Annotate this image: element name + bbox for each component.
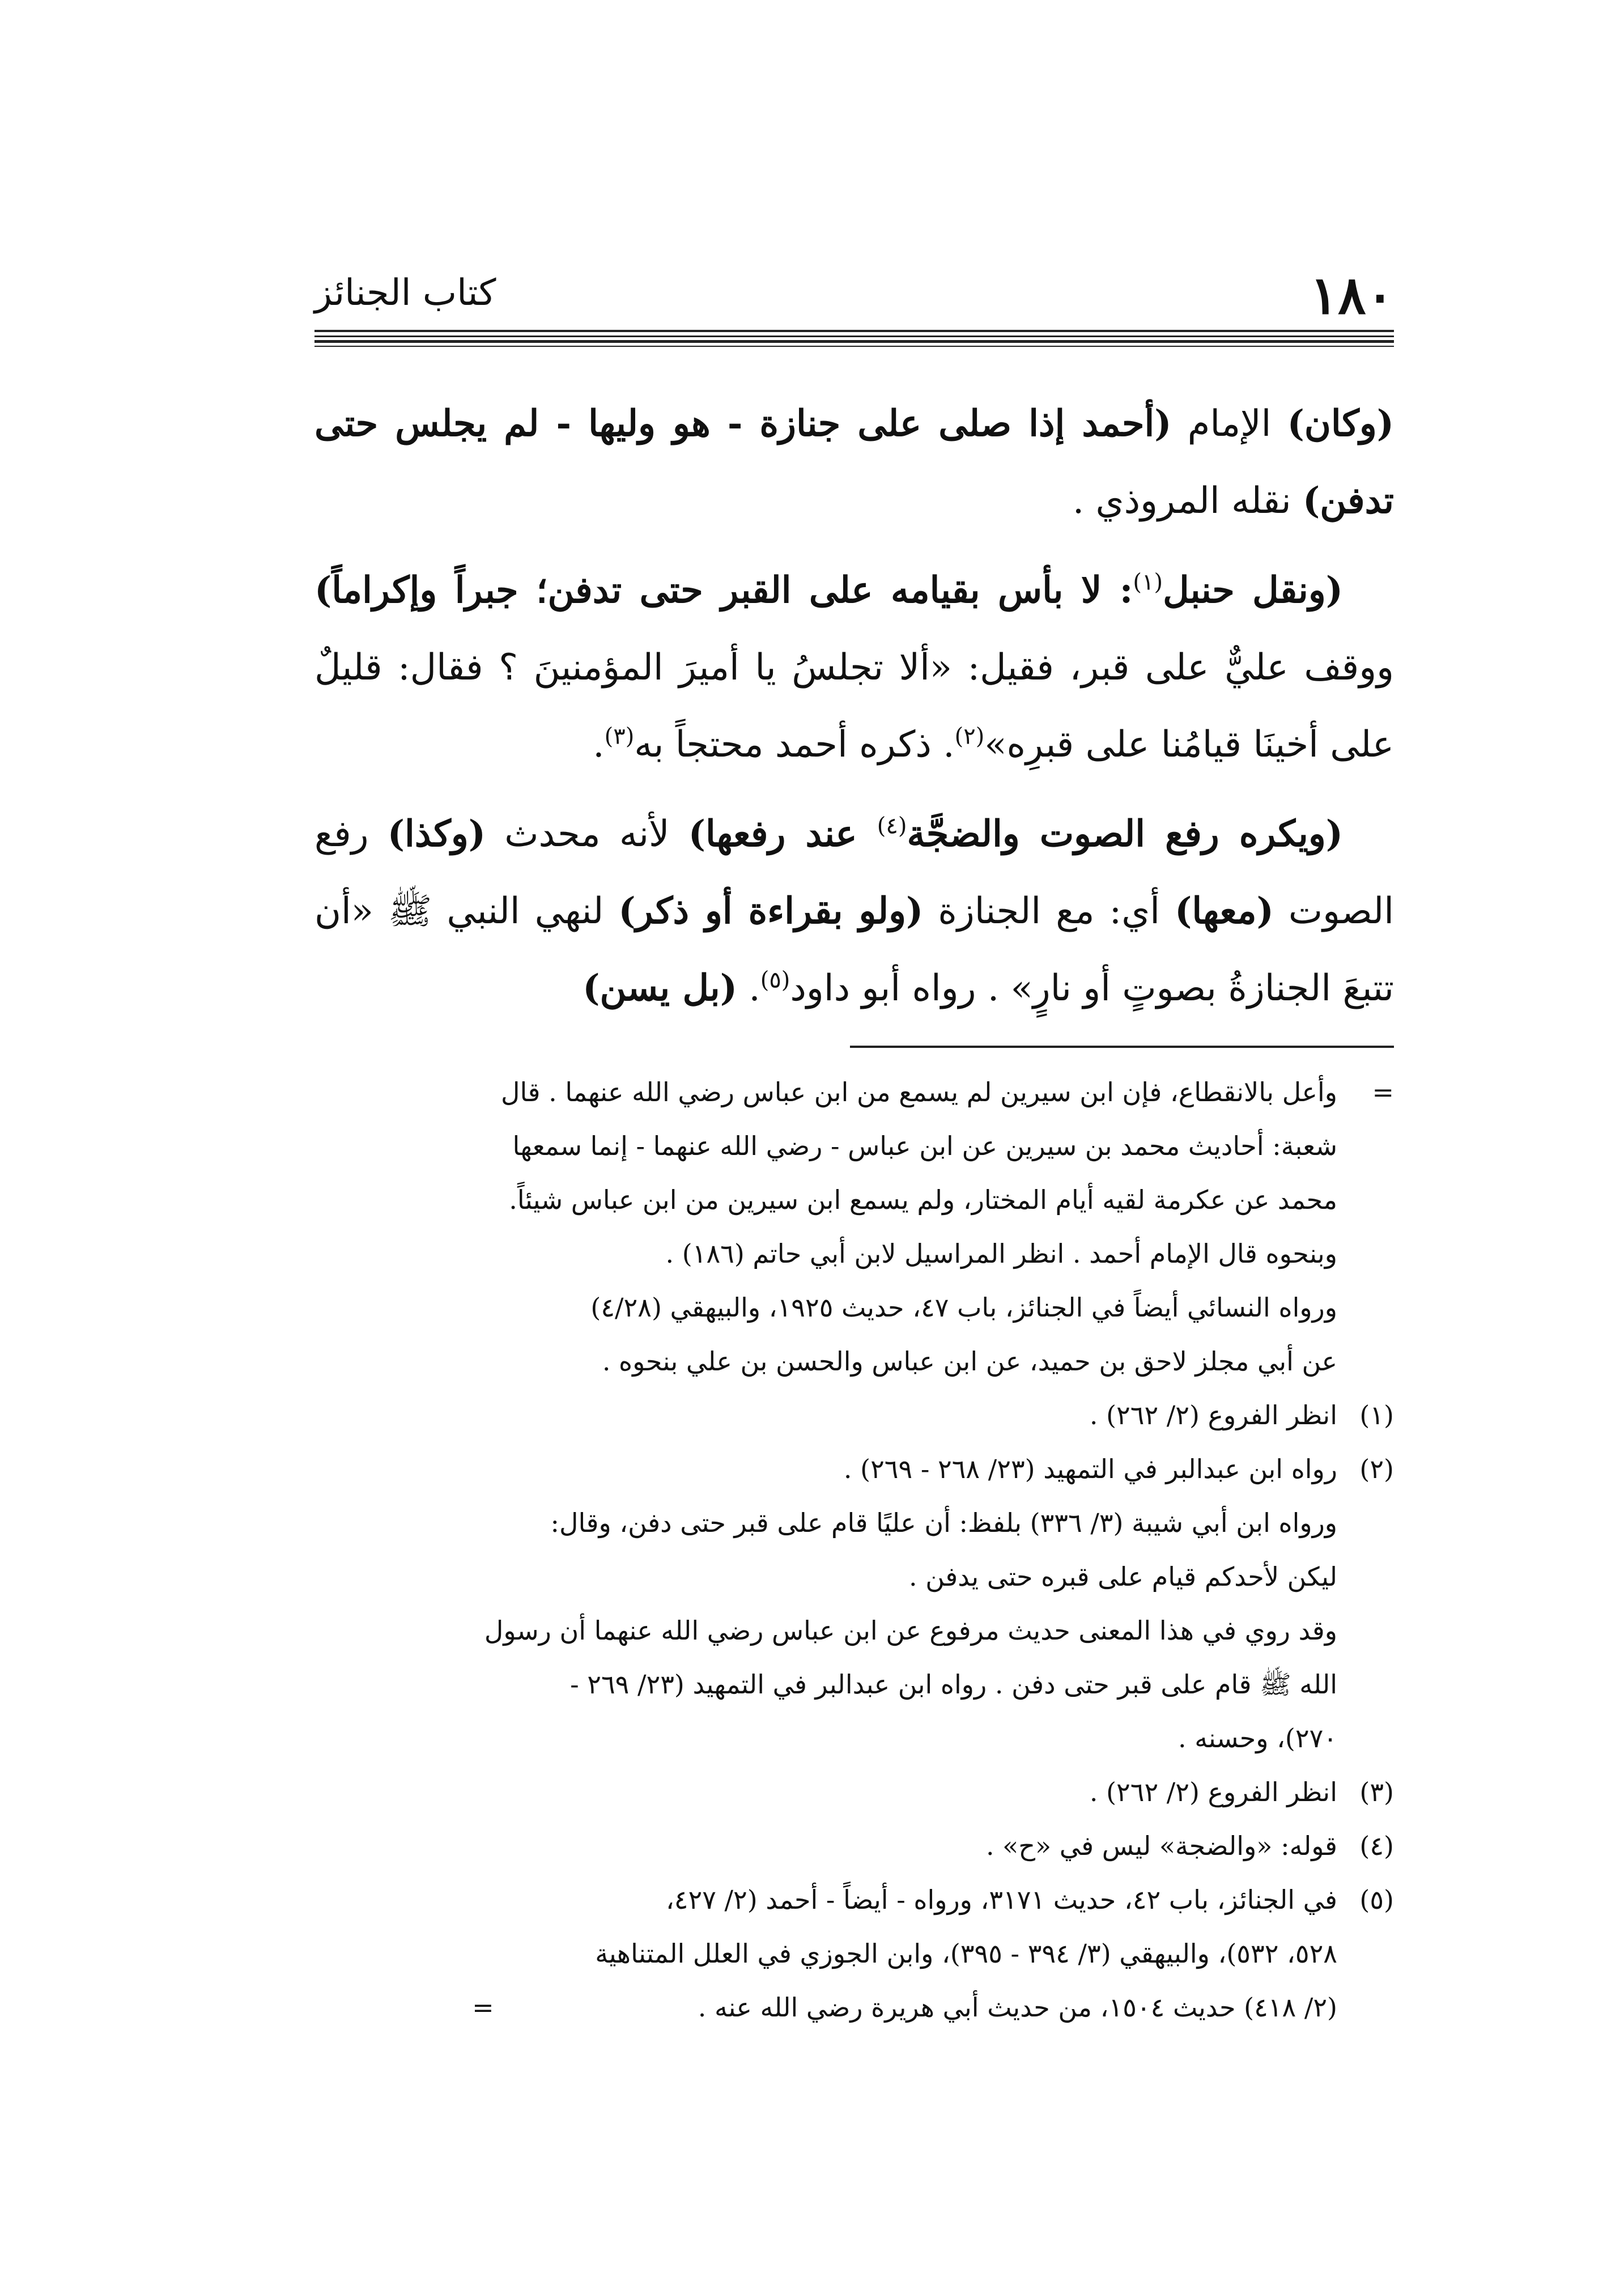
matn-text: : لا بأس بقيامه على القبر حتى تدفن؛ جبراً وإكراماً) [314,569,1133,612]
footnote-line: وأعل بالانقطاع، فإن ابن سيرين لم يسمع من ابن عباس رضي الله عنهما . قال [501,1077,1337,1107]
footnote-4 [286,1819,1394,1873]
sharh-text: رفع الصوت [314,813,1395,932]
footnote-continued [286,1065,1394,1388]
footnote-line: وقد روي في هذا المعنى حديث مرفوع عن ابن عباس رضي الله عنهما أن رسول [484,1615,1337,1646]
footnote-line: رواه ابن عبدالبر في التمهيد (٢٣/ ٢٦٨ - ٢٦٩) . [843,1454,1337,1484]
sharh-text: لأنه محدث [486,813,688,855]
footnote-line: الله ﷺ قام على قبر حتى دفن . رواه ابن عبدالبر في التمهيد (٢٣/ ٢٦٩ - [570,1669,1337,1700]
header-rule [314,336,1394,337]
main-text [314,385,1394,1039]
footnote-ref: (٢) [954,723,985,750]
footnote-number: (٤) [1359,1831,1394,1861]
paragraph-3 [314,796,1394,1027]
footnote-line: ٢٧٠)، وحسنه . [1177,1723,1337,1753]
footnote-line: قوله: «والضجة» ليس في «ح» . [985,1831,1337,1861]
footnote-continuation-mark: = [1372,1077,1394,1107]
footnote-line: انظر الفروع (٢/ ٢٦٢) . [1089,1400,1337,1430]
page-number: ١٨٠ [1310,265,1394,326]
sharh-text: ووقف عليٌّ على قبر، فقيل: «ألا تجلسُ يا أميرَ المؤمنينَ ؟ فقال: قليلٌ على أخينَا قيامُنا على قبرِه» [314,647,1395,766]
footnote-line: محمد عن عكرمة لقيه أيام المختار، ولم يسمع ابن سيرين من ابن عباس شيئاً. [509,1184,1337,1215]
footnote-separator [850,1046,1394,1048]
footnote-line: في الجنائز، باب ٤٢، حديث ٣١٧١، ورواه - أيضاً - أحمد (٢/ ٤٢٧، [665,1884,1337,1915]
footnote-3 [286,1765,1394,1819]
footnote-line: عن أبي مجلز لاحق بن حميد، عن ابن عباس والحسن بن علي بنحوه . [602,1346,1337,1377]
matn-text: (وكذا) [387,813,486,855]
matn-text: (أحمد إذا صلى على جنازة - هو وليها - لم يجلس حتى تدفن) [314,402,1394,522]
sharh-text: نقله المروذي . [1072,480,1303,522]
paragraph-2 [314,552,1394,783]
footnote-continues-mark: = [472,1992,494,2023]
footnotes [286,1065,1394,2035]
footnote-line: ٥٢٨، ٥٣٢)، والبيهقي (٣/ ٣٩٤ - ٣٩٥)، وابن الجوزي في العلل المتناهية [595,1938,1337,1969]
sharh-text: لنهي النبي ﷺ «أن تتبعَ الجنازةُ بصوتٍ أو نارٍ» . رواه أبو داود [314,890,1394,1009]
header-rule [314,346,1394,347]
sharh-text: . [593,724,605,766]
footnote-number: (٣) [1359,1777,1394,1807]
matn-text: (ويكره رفع الصوت والضجَّة [907,813,1344,855]
footnote-number: (٢) [1359,1454,1394,1484]
sharh-text: . ذكره أحمد محتجاً به [634,724,955,766]
footnote-5 [286,1873,1394,2035]
matn-text: (وكان) [1287,402,1395,445]
footnote-line: ورواه ابن أبي شيبة (٣/ ٣٣٦) بلفظ: أن عليًا قام على قبر حتى دفن، وقال: [550,1508,1337,1538]
matn-text: عند رفعها) [688,813,877,855]
footnote-line: ورواه النسائي أيضاً في الجنائز، باب ٤٧، حديث ١٩٢٥، والبيهقي (٤/٢٨) [590,1292,1337,1323]
footnote-2 [286,1442,1394,1765]
footnote-ref: (٤) [877,813,907,839]
header-rule [314,340,1394,343]
running-title: كتاب الجنائز [314,272,496,314]
matn-text: (ولو بقراءة أو ذكر) [618,890,924,932]
footnote-number: (١) [1359,1400,1394,1430]
footnote-line: وبنحوه قال الإمام أحمد . انظر المراسيل لابن أبي حاتم (١٨٦) . [665,1238,1337,1269]
footnote-ref: (٥) [760,967,790,993]
footnote-line: ليكن لأحدكم قيام على قبره حتى يدفن . [909,1561,1337,1592]
header-rule [314,330,1394,332]
matn-text: (بل يسن) [583,967,738,1009]
page-header [314,258,1394,337]
footnote-line [286,1981,1337,2035]
footnote-ref: (٣) [604,723,635,750]
paragraph-1 [314,385,1394,540]
footnote-line-text: (٢/ ٤١٨) حديث ١٥٠٤، من حديث أبي هريرة رضي الله عنه . [698,1992,1337,2023]
sharh-text: الإمام [1171,403,1287,445]
footnote-line: شعبة: أحاديث محمد بن سيرين عن ابن عباس - رضي الله عنهما - إنما سمعها [512,1131,1337,1161]
footnote-number: (٥) [1359,1884,1394,1915]
footnote-ref: (١) [1133,569,1163,596]
matn-text: (معها) [1175,890,1274,932]
sharh-text: أي: مع الجنازة [923,890,1175,932]
footnote-1 [286,1388,1394,1442]
footnote-line: انظر الفروع (٢/ ٢٦٢) . [1089,1777,1337,1807]
matn-text: (ونقل حنبل [1163,569,1344,612]
sharh-text: . [737,967,760,1009]
